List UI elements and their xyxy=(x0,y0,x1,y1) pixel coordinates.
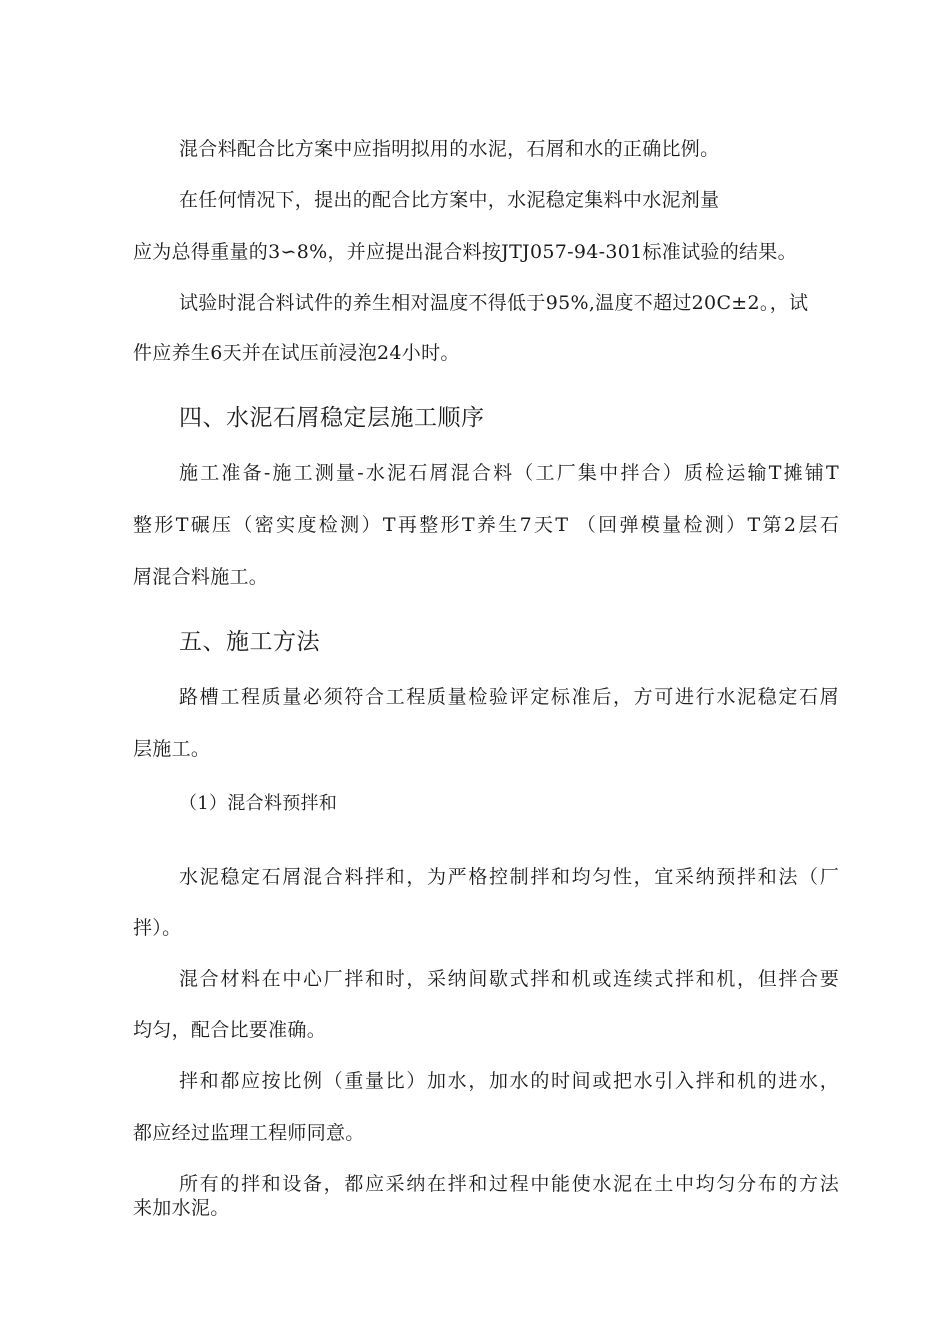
paragraph-curing-line1: 试验时混合料试件的养生相对温度不得低于95%,温度不超过20C±2。，试 xyxy=(179,292,809,314)
paragraph-mix-ratio: 混合料配合比方案中应指明拟用的水泥，石屑和水的正确比例。 xyxy=(179,138,720,160)
method-paragraph2-line1: 水泥稳定石屑混合料拌和，为严格控制拌和均匀性，宜采纳预拌和法（厂 xyxy=(179,866,839,888)
section-heading-construction-method: 五、施工方法 xyxy=(179,629,320,655)
paragraph-cement-dosage-line2: 应为总得重量的3∽8%，并应提出混合料按JTJ057-94-301标准试验的结果。 xyxy=(133,241,797,263)
method-paragraph1-line1: 路槽工程质量必须符合工程质量检验评定标准后，方可进行水泥稳定石屑 xyxy=(179,686,839,708)
method-paragraph1-line2: 层施工。 xyxy=(133,738,211,760)
subheading-premixing: （1）混合料预拌和 xyxy=(179,793,338,814)
method-paragraph5-line2: 来加水泥。 xyxy=(133,1197,230,1219)
method-paragraph4-line1: 拌和都应按比例（重量比）加水，加水的时间或把水引入拌和机的进水， xyxy=(179,1070,839,1092)
method-paragraph4-line2: 都应经过监理工程师同意。 xyxy=(133,1122,365,1144)
sequence-line2: 整形T碾压（密实度检测）T再整形T养生7天T （回弹模量检测）T第2层石 xyxy=(133,514,839,536)
sequence-line1: 施工准备-施工测量-水泥石屑混合料（工厂集中拌合）质检运输T摊铺T xyxy=(179,462,839,484)
section-heading-construction-sequence: 四、水泥石屑稳定层施工顺序 xyxy=(179,405,485,431)
method-paragraph5-line1: 所有的拌和设备，都应采纳在拌和过程中能使水泥在土中均匀分布的方法 xyxy=(179,1173,839,1195)
sequence-line3: 屑混合料施工。 xyxy=(133,566,269,588)
method-paragraph2-line2: 拌）。 xyxy=(133,917,182,939)
method-paragraph3-line1: 混合材料在中心厂拌和时，采纳间歇式拌和机或连续式拌和机，但拌合要 xyxy=(179,968,839,990)
paragraph-curing-line2: 件应养生6天并在试压前浸泡24小时。 xyxy=(133,342,460,364)
paragraph-cement-dosage-line1: 在任何情况下，提出的配合比方案中，水泥稳定集料中水泥剂量 xyxy=(179,189,720,211)
method-paragraph3-line2: 均匀，配合比要准确。 xyxy=(133,1019,327,1041)
